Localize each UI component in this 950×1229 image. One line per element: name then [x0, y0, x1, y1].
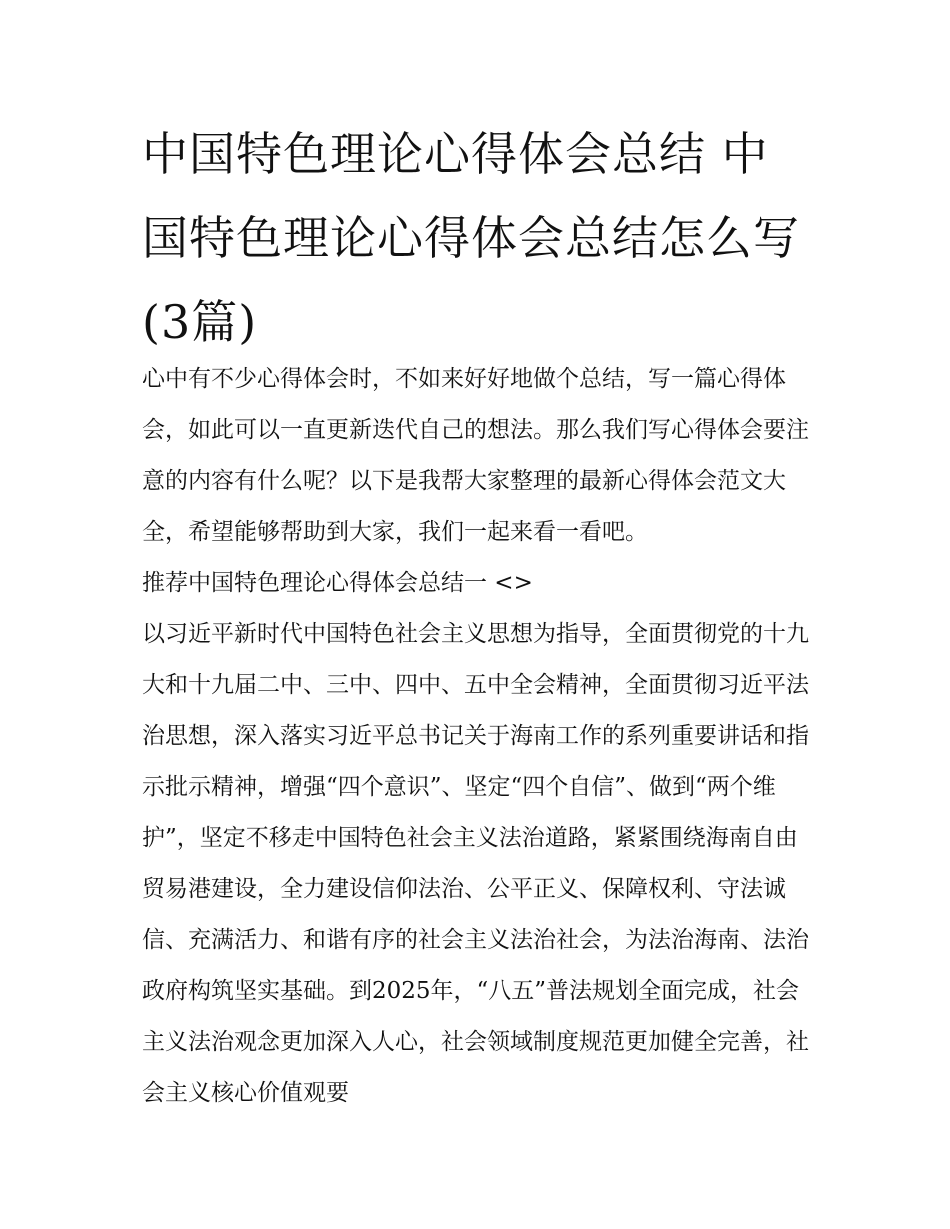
section-heading: 推荐中国特色理论心得体会总结一 <>	[142, 570, 533, 596]
intro-paragraph: 心中有不少心得体会时，不如来好好地做个总结，写一篇心得体会，如此可以一直更新迭代自己的想法。那么我们写心得体会要注意的内容有什么呢？以下是我帮大家整理的最新心得体会范文大全，希望能够帮助到大家，我们一起来看一看吧。	[142, 366, 809, 545]
document-title: 中国特色理论心得体会总结 中国特色理论心得体会总结怎么写(3篇)	[142, 127, 800, 349]
body-paragraph: 以习近平新时代中国特色社会主义思想为指导，全面贯彻党的十九大和十九届二中、三中、四中、五中全会精神，全面贯彻习近平法治思想，深入落实习近平总书记关于海南工作的系列重要讲话和指示批示精神，增强“四个意识”、坚定“四个自信”、做到“两个维护”，坚定不移走中国特色社会主义法治道路，紧紧围绕海南自由贸易港建设，全力建设信仰法治、公平正义、保障权利、守法诚信、充满活力、和谐有序的社会主义法治社会，为法治海南、法治政府构筑坚实基础。到2025年，“八五”普法规划全面完成，社会主义法治观念更加深入人心，社会领域制度规范更加健全完善，社会主义核心价值观要	[142, 621, 809, 1106]
document-body	[142, 354, 812, 1119]
